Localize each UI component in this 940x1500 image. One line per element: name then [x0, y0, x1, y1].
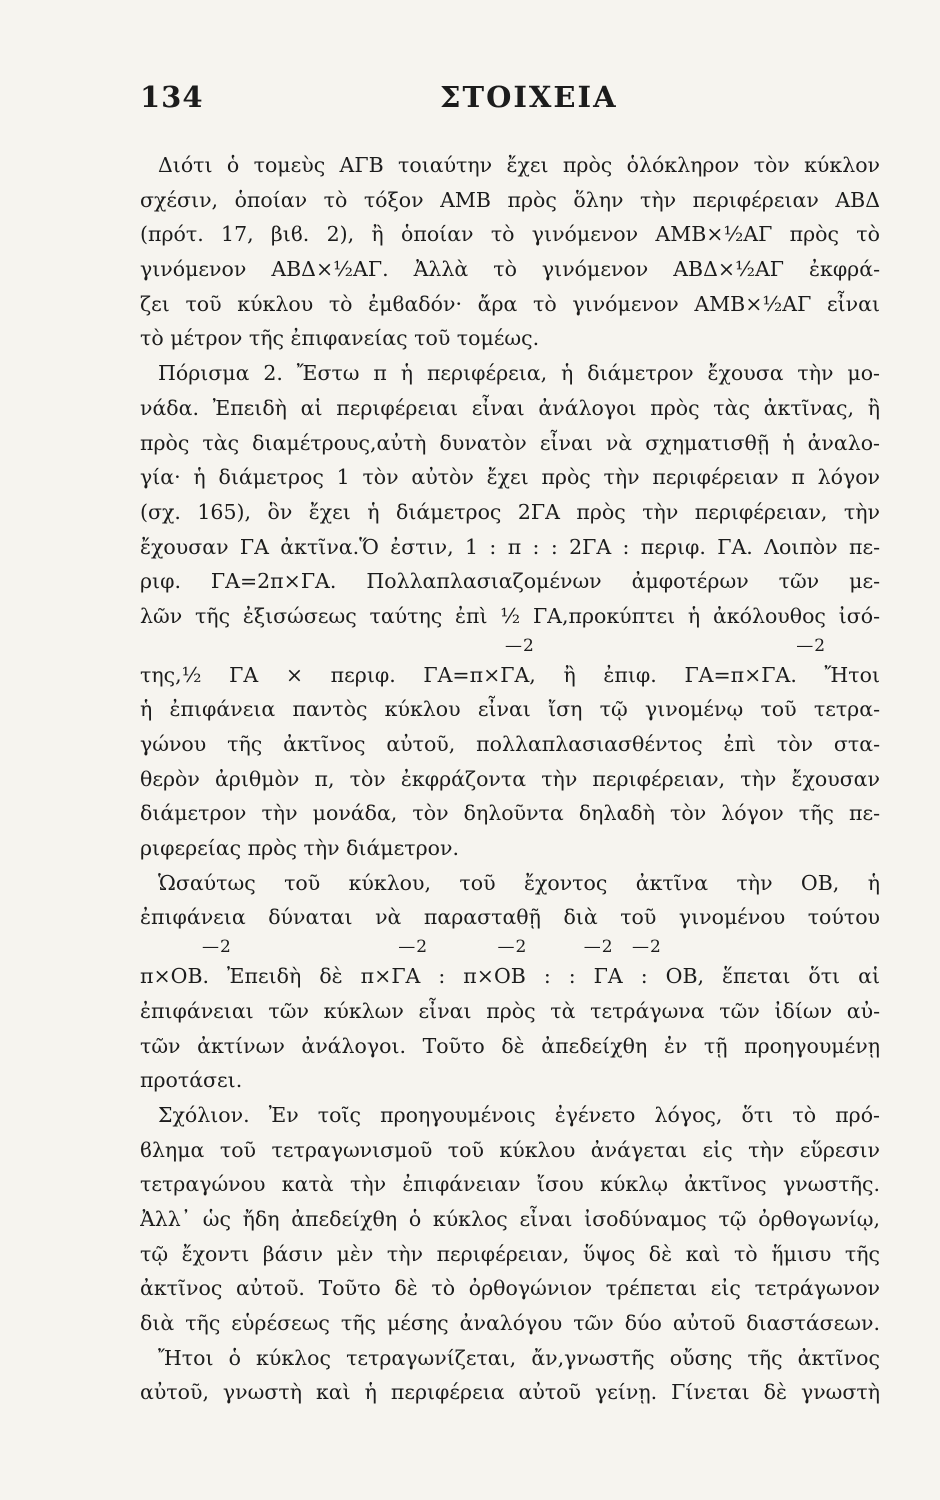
text-line: διάμετρον τὴν μονάδα, τὸν δηλοῦντα δηλαδὴ τὸν λόγον τῆς πε- [140, 801, 880, 826]
text-line: Σχόλιον. Ἐν τοῖς προηγουμένοις ἐγένετο λόγος, ὅτι τὸ πρό- [158, 1102, 880, 1127]
text-line: ἐπιφάνειαι τῶν κύκλων εἶναι πρὸς τὰ τετράγωνα τῶν ἰδίων αὐ- [140, 998, 880, 1023]
running-title: ΣΤΟΙΧΕΙΑ [440, 80, 618, 114]
superscript-mark: —2 [505, 635, 535, 656]
text-line: τὸ μέτρον τῆς ἐπιφανείας τοῦ τομέως. [140, 326, 540, 351]
text-line: γώνου τῆς ἀκτῖνος αὐτοῦ, πολλαπλασιασθέντος ἐπὶ τὸν στα- [140, 732, 880, 756]
text-line: ἡ ἐπιφάνεια παντὸς κύκλου εἶναι ἴση τῷ γινομένῳ τοῦ τετρα- [140, 697, 880, 722]
superscript-mark: —2 [796, 635, 827, 656]
text-line: αὐτοῦ, γνωστὴ καὶ ἡ περιφέρεια αὐτοῦ γείνῃ. Γίνεται δὲ γνωστὴ [140, 1380, 880, 1405]
page-number: 134 [140, 80, 204, 114]
text-line: της,½ ΓΑ × περιφ. ΓΑ=π×ΓΑ, ἢ ἐπιφ. ΓΑ=π×ΓΑ. Ἤτοι [140, 662, 880, 687]
text-line: (πρότ. 17, βιϐ. 2), ἢ ὁποίαν τὸ γινόμενον ΑΜΒ×½ΑΓ πρὸς τὸ [140, 222, 880, 247]
text-line: γία· ἡ διάμετρος 1 τὸν αὐτὸν ἔχει πρὸς τὴν περιφέρειαν π λόγον [140, 465, 880, 490]
text-line: Διότι ὁ τομεὺς ΑΓΒ τοιαύτην ἔχει πρὸς ὁλόκληρον τὸν κύκλον [158, 153, 880, 177]
text-line: λῶν τῆς ἐξισώσεως ταύτης ἐπὶ ½ ΓΑ,προκύπτει ἡ ἀκόλουθος ἰσό- [140, 603, 880, 628]
text-line: θερὸν ἀριθμὸν π, τὸν ἐκφράζοντα τὴν περιφέρειαν, τὴν ἔχουσαν [140, 766, 880, 791]
text-line: ἐπιφάνεια δύναται νὰ παρασταθῇ διὰ τοῦ γινομένου τούτου [140, 905, 880, 930]
text-line: πρὸς τὰς διαμέτρους,αὐτὴ δυνατὸν εἶναι νὰ σχηματισθῇ ἡ ἀναλο- [140, 430, 880, 455]
text-line: τετραγώνου κατὰ τὴν ἐπιφάνειαν ἴσου κύκλῳ ἀκτῖνος γνωστῆς. [140, 1172, 880, 1197]
text-line: Ἀλλ᾽ ὡς ἤδη ἀπεδείχθη ὁ κύκλος εἶναι ἰσοδύναμος τῷ ὀρθογωνίῳ, [140, 1206, 880, 1231]
text-line: Ὡσαύτως τοῦ κύκλου, τοῦ ἔχοντος ἀκτῖνα τὴν ΟΒ, ἡ [158, 870, 880, 895]
text-line: (σχ. 165), ὃν ἔχει ἡ διάμετρος 2ΓΑ πρὸς τὴν περιφέρειαν, τὴν [140, 499, 880, 524]
text-line: νάδα. Ἐπειδὴ αἱ περιφέρειαι εἶναι ἀνάλογοι πρὸς τὰς ἀκτῖνας, ἢ [140, 395, 880, 420]
superscript-mark: —2 [631, 937, 662, 958]
superscript-line [140, 935, 880, 959]
text-line: σχέσιν, ὁποίαν τὸ τόξον ΑΜΒ πρὸς ὅλην τὴν περιφέρειαν ΑΒΔ [140, 187, 880, 212]
body-text [140, 148, 880, 1410]
superscript-mark: —2 [583, 937, 614, 958]
text-line: ριφερείας πρὸς τὴν διάμετρον. [140, 836, 459, 861]
text-line: ριφ. ΓΑ=2π×ΓΑ. Πολλαπλασιαζομένων ἀμφοτέρων τῶν με- [140, 569, 880, 594]
text-line: προτάσει. [140, 1068, 243, 1093]
text-line: ἔχουσαν ΓΑ ἀκτῖνα.Ὅ ἐστιν, 1 : π : : 2ΓΑ : περιφ. ΓΑ. Λοιπὸν πε- [140, 534, 880, 559]
text-line: γινόμενον ΑΒΔ×½ΑΓ. Ἀλλὰ τὸ γινόμενον ΑΒΔ×½ΑΓ ἐκφρά- [140, 257, 880, 282]
text-line: διὰ τῆς εὑρέσεως τῆς μέσης ἀναλόγου τῶν δύο αὐτοῦ διαστάσεων. [140, 1311, 880, 1335]
text-line: Ἤτοι ὁ κύκλος τετραγωνίζεται, ἄν,γνωστῆς οὔσης τῆς ἀκτῖνος [158, 1345, 880, 1370]
text-line: ζει τοῦ κύκλου τὸ ἐμϐαδόν· ἄρα τὸ γινόμενον ΑΜΒ×½ΑΓ εἶναι [140, 291, 880, 316]
text-line: τῷ ἔχοντι βάσιν μὲν τὴν περιφέρειαν, ὕψος δὲ καὶ τὸ ἥμισυ τῆς [140, 1241, 880, 1266]
text-line: ϐλημα τοῦ τετραγωνισμοῦ τοῦ κύκλου ἀνάγεται εἰς τὴν εὕρεσιν [140, 1137, 880, 1162]
page-header [140, 80, 880, 120]
text-line: Πόρισμα 2. Ἔστω π ἡ περιφέρεια, ἡ διάμετρον ἔχουσα τὴν μο- [158, 361, 880, 386]
text-line: ἀκτῖνος αὐτοῦ. Τοῦτο δὲ τὸ ὀρθογώνιον τρέπεται εἰς τετράγωνον [140, 1276, 880, 1301]
superscript-line [140, 634, 880, 658]
superscript-mark: —2 [202, 937, 232, 958]
text-line: π×ΟΒ. Ἐπειδὴ δὲ π×ΓΑ : π×ΟΒ : : ΓΑ : ΟΒ, ἕπεται ὅτι αἱ [140, 964, 880, 989]
superscript-mark: —2 [497, 937, 528, 958]
superscript-mark: —2 [398, 937, 429, 958]
text-line: τῶν ἀκτίνων ἀνάλογοι. Τοῦτο δὲ ἀπεδείχθη ἐν τῇ προηγουμένῃ [140, 1033, 880, 1058]
